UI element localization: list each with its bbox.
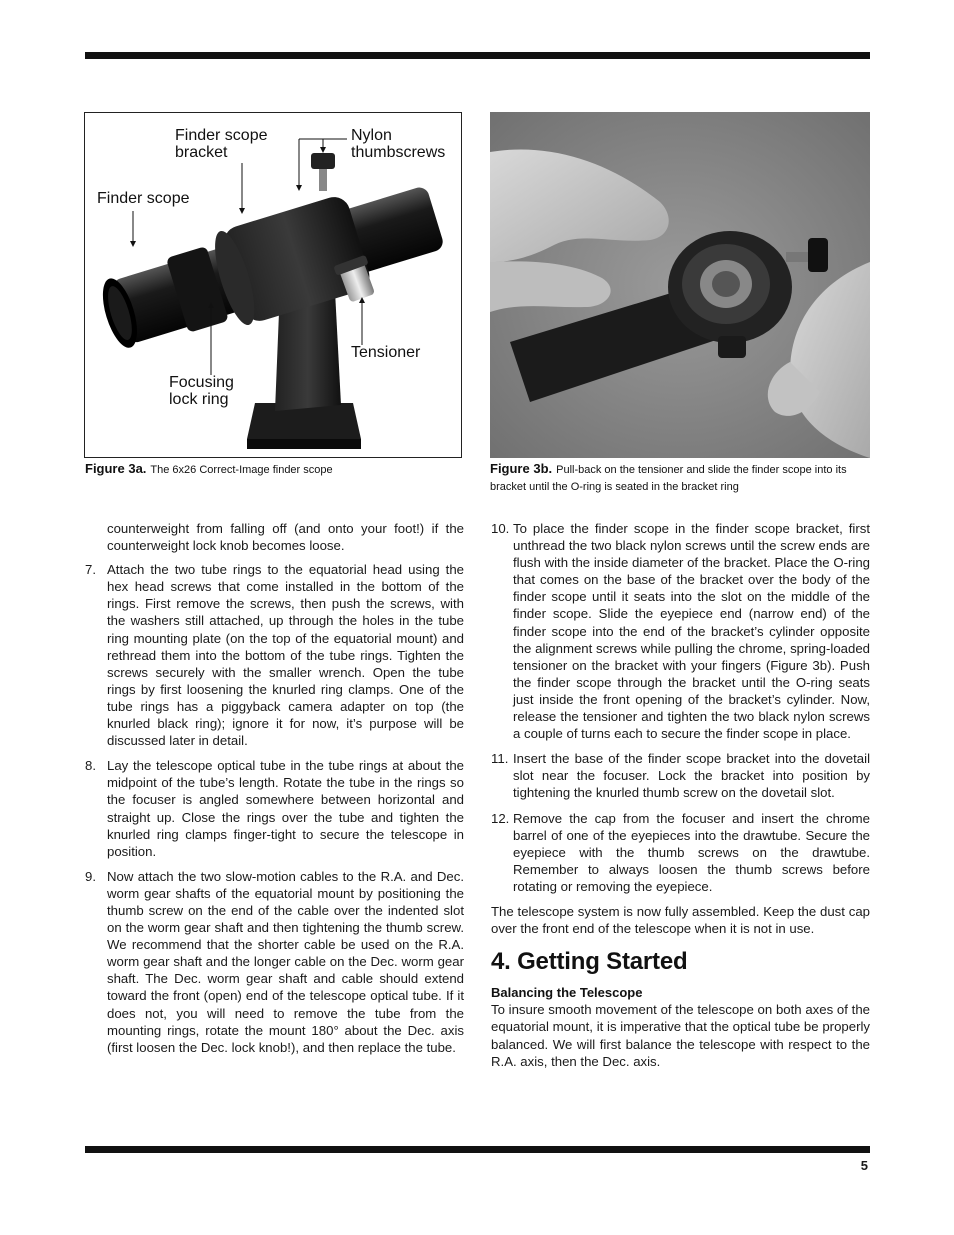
figure-3a xyxy=(84,112,462,458)
step-text: Insert the base of the finder scope bracket into the dovetail slot near the focuser. Lock the bracket into position by tightening the knurled thumb screw on the dovetail slot. xyxy=(513,751,870,801)
hands-installing-finder-photo xyxy=(490,112,870,458)
step-7 xyxy=(85,561,464,749)
step-number: 9. xyxy=(85,868,96,884)
step-text: To place the finder scope in the finder scope bracket, first unthread the two black nylon screws until the screw ends are flush with the inside diameter of the bracket. Place the O-ring that comes on the base of the bracket over the body of the finder scope until it seats into the slot on the middle of the finder scope. Slide the eyepiece end (narrow end) of the finder scope into the end of the bracket’s cylinder opposite the alignment screws while pulling the chrome, spring-loaded tensioner on the bracket with your fingers (Figure 3b). Push the finder scope through the bracket until the O-ring seats just inside the front opening of the bracket’s cylinder. Now, release the tensioner and tighten the two black nylon screws a couple of turns each to secure the finder scope in place. xyxy=(513,521,870,742)
figure-3b-caption-text: Pull-back on the tensioner and slide the finder scope into its bracket until the O-ring is seated in the bracket ring xyxy=(490,464,847,493)
top-rule xyxy=(85,52,870,59)
callout-finder-scope: Finder scope xyxy=(97,190,190,207)
callout-focusing-lock-ring: Focusing lock ring xyxy=(169,374,234,408)
figure-3b-label: Figure 3b. xyxy=(490,461,553,476)
finder-scope-illustration xyxy=(85,113,462,458)
figure-3b-caption xyxy=(490,460,872,496)
step-number: 8. xyxy=(85,758,96,774)
step-8 xyxy=(85,757,464,860)
step-number: 11. xyxy=(491,751,509,767)
left-column xyxy=(85,520,464,1064)
page-number: 5 xyxy=(860,1158,868,1173)
step-10 xyxy=(491,520,870,742)
callout-nylon-thumbscrews: Nylon thumbscrews xyxy=(351,127,446,161)
figure-3a-caption-text: The 6x26 Correct-Image finder scope xyxy=(150,464,333,476)
right-column xyxy=(491,520,870,1070)
callout-tensioner: Tensioner xyxy=(351,344,421,361)
section-heading: 4. Getting Started xyxy=(491,948,688,976)
closing-paragraph: The telescope system is now fully assembled. Keep the dust cap over the front end of the telescope when it is not in use. xyxy=(491,903,870,937)
step-text: Lay the telescope optical tube in the tube rings at about the midpoint of the tube’s length. Rotate the tube in the rings so the focuser is angled somewhere between horizontal and straight up. Close the rings over the tube and tighten the knurled ring clamps finger-tight to secure the telescope in position. xyxy=(107,758,464,859)
callout-finder-scope-bracket: Finder scope bracket xyxy=(175,127,268,161)
subheading: Balancing the Telescope xyxy=(491,985,643,1001)
figure-3b-photo xyxy=(490,112,870,458)
figure-3a-label: Figure 3a. xyxy=(85,461,147,476)
step-text: Now attach the two slow-motion cables to the R.A. and Dec. worm gear shafts of the equatorial mount by positioning the thumb screw on the end of the cable over the indented slot on the worm gear shaft and then tightening the thumb screw. We recommend that the shorter cable be used on the R.A. worm gear shaft and the longer cable on the Dec. worm gear shaft. The Dec. worm gear shaft and cable should extend toward the front (open) end of the telescope optical tube. If it does not, you will need to remove the tube from the mounting rings, rotate the mount 180° about the Dec. axis (first loosen the Dec. lock knob!), and then replace the tube. xyxy=(107,868,464,1055)
step-text: Remove the cap from the focuser and insert the chrome barrel of one of the eyepieces into the drawtube. Secure the eyepiece with the thumb screws on the drawtube. Remember to always loosen the thumb screws before rotating or removing the eyepiece. xyxy=(513,810,870,894)
step-11 xyxy=(491,750,870,801)
step-number: 7. xyxy=(85,562,96,578)
bottom-rule xyxy=(85,1146,870,1153)
step-9 xyxy=(85,868,464,1056)
balancing-body: To insure smooth movement of the telescope on both axes of the equatorial mount, it is imperative that the optical tube be properly balanced. We will first balance the telescope with respect to the R.A. axis, then the Dec. axis. xyxy=(491,1002,870,1069)
continuation-text: counterweight from falling off (and onto your foot!) if the counterweight lock knob becomes loose. xyxy=(107,521,464,554)
step-number: 10. xyxy=(491,521,510,536)
step-text: Attach the two tube rings to the equatorial head using the hex head screws that come installed in the bottom of the rings. First remove the screws, then push the screws, with the washers still attached, up through the holes in the tube ring mounting plate (on the top of the equatorial mount) and rethread them into the bottom of the tube rings. Tighten the screws securely with the smaller wrench. Open the tube rings by first loosening the knurled ring clamps. One of the tube rings has a piggyback camera adapter on top (the knurled black ring); ignore it for now, it’s purpose will be discussed later in detail. xyxy=(107,562,464,749)
step-12 xyxy=(491,810,870,895)
step-number: 12. xyxy=(491,810,510,826)
figure-3a-caption xyxy=(85,460,463,479)
